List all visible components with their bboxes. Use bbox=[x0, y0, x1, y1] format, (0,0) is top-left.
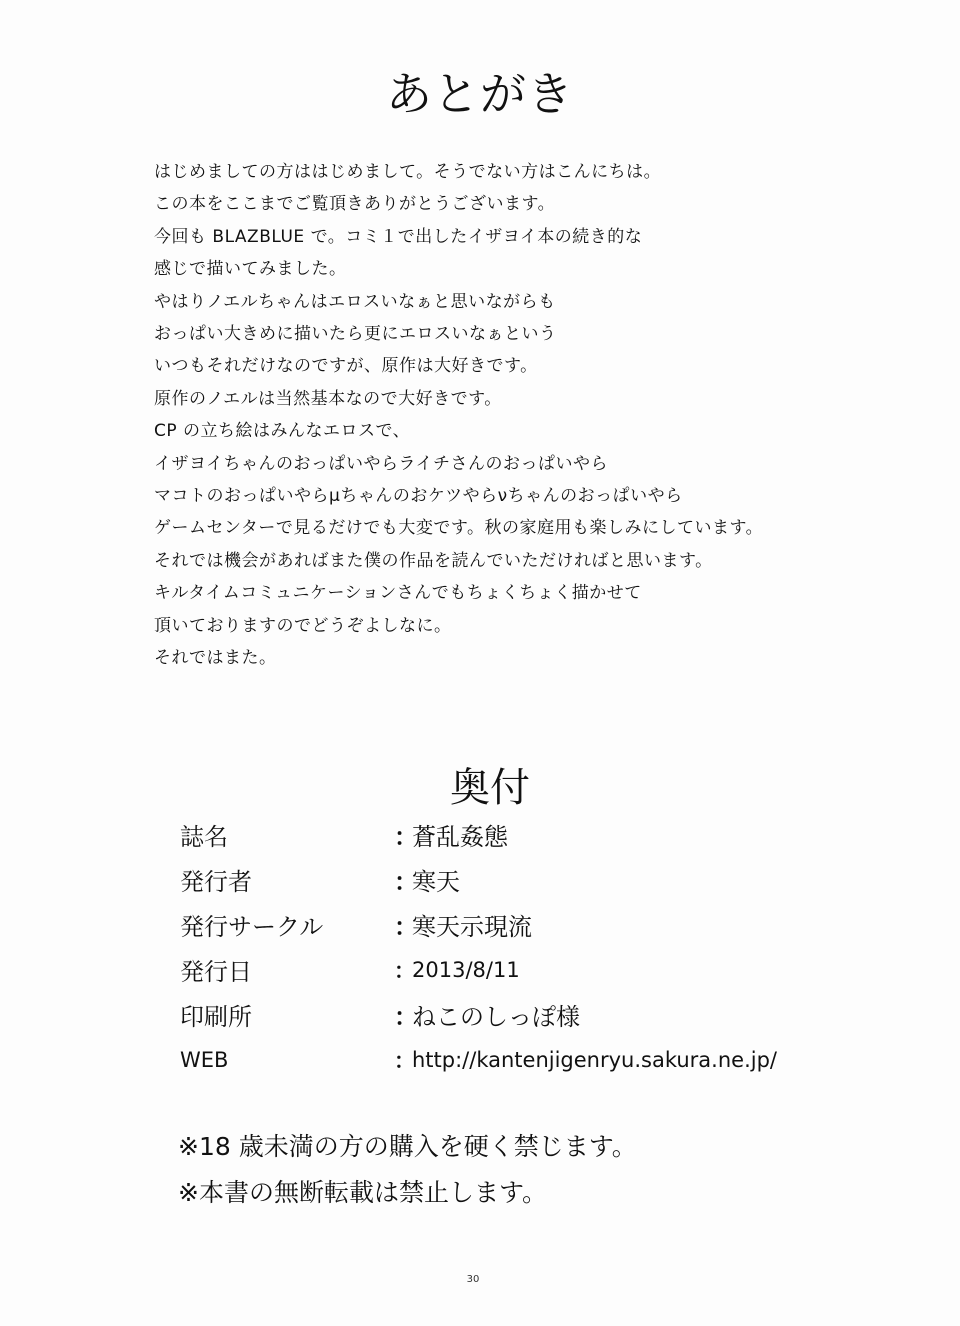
colophon-value: 2013/8/11 bbox=[412, 957, 520, 982]
age-restriction-notice: ※18 歳未満の方の購入を硬く禁じます。 bbox=[178, 1132, 637, 1161]
afterword-line: はじめましての方ははじめまして。そうでない方はこんにちは。 bbox=[154, 162, 662, 182]
colophon-key: 発行者 bbox=[180, 868, 252, 896]
colophon-separator: ： bbox=[394, 1048, 415, 1073]
afterword-line: キルタイムコミュニケーションさんでもちょくちょく描かせて bbox=[154, 583, 642, 604]
afterword-line: それでは機会があればまた僕の作品を読んでいただければと思います。 bbox=[154, 550, 713, 571]
colophon-row-title bbox=[180, 812, 880, 857]
colophon-key: 発行サークル bbox=[180, 913, 324, 941]
colophon-separator: ： bbox=[394, 1003, 418, 1031]
afterword-line: おっぱい大きめに描いたら更にエロスいなぁという bbox=[154, 324, 557, 345]
afterword-line: 原作のノエルは当然基本なので大好きです。 bbox=[154, 388, 502, 409]
colophon-value: 寒天 bbox=[412, 868, 460, 896]
afterword-body bbox=[154, 156, 854, 675]
colophon-separator: ： bbox=[394, 913, 418, 941]
afterword-line: それではまた。 bbox=[154, 648, 277, 669]
colophon-separator: ： bbox=[394, 868, 418, 896]
colophon-value: ねこのしっぽ様 bbox=[412, 1003, 580, 1031]
afterword-line: ゲームセンターで見るだけでも大変です。秋の家庭用も楽しみにしています。 bbox=[154, 518, 764, 539]
afterword-line: 感じで描いてみました。 bbox=[154, 259, 347, 280]
afterword-line: いつもそれだけなのですが、原作は大好きです。 bbox=[154, 356, 538, 377]
colophon-row-publisher bbox=[180, 857, 880, 902]
afterword-line: この本をここまでご覧頂きありがとうございます。 bbox=[154, 194, 556, 215]
afterword-line: CP の立ち絵はみんなエロスで、 bbox=[154, 421, 411, 442]
colophon-value: 蒼乱姦態 bbox=[412, 823, 508, 851]
colophon-row-printer bbox=[180, 992, 880, 1037]
colophon-row-web bbox=[180, 1037, 880, 1082]
afterword-line: 頂いておりますのでどうぞよしなに。 bbox=[154, 615, 452, 636]
colophon-key: 印刷所 bbox=[180, 1003, 252, 1031]
afterword-line: やはりノエルちゃんはエロスいなぁと思いながらも bbox=[154, 291, 556, 312]
afterword-line: 今回も BLAZBLUE で。コミ１で出したイザヨイ本の続き的な bbox=[154, 226, 643, 247]
notices bbox=[178, 1124, 637, 1216]
colophon-table bbox=[180, 812, 880, 1082]
page-number: 30 bbox=[466, 1274, 480, 1285]
colophon-row-circle bbox=[180, 902, 880, 947]
colophon-title: 奥付 bbox=[450, 765, 530, 811]
website-url: http://kantenjigenryu.sakura.ne.jp/ bbox=[412, 1047, 777, 1072]
colophon-separator: ： bbox=[394, 958, 415, 983]
colophon-row-date bbox=[180, 947, 880, 992]
colophon-key: WEB bbox=[180, 1047, 229, 1072]
afterword-title: あとがき bbox=[386, 67, 574, 121]
colophon-value: 寒天示現流 bbox=[412, 913, 532, 941]
colophon-key: 誌名 bbox=[180, 823, 228, 851]
afterword-line: イザヨイちゃんのおっぱいやらライチさんのおっぱいやら bbox=[154, 453, 608, 474]
colophon-key: 発行日 bbox=[180, 958, 252, 986]
colophon-separator: ： bbox=[394, 823, 418, 851]
reproduction-notice: ※本書の無断転載は禁止します。 bbox=[178, 1178, 547, 1207]
afterword-line: マコトのおっぱいやらμちゃんのおケツやらνちゃんのおっぱいやら bbox=[154, 486, 683, 507]
